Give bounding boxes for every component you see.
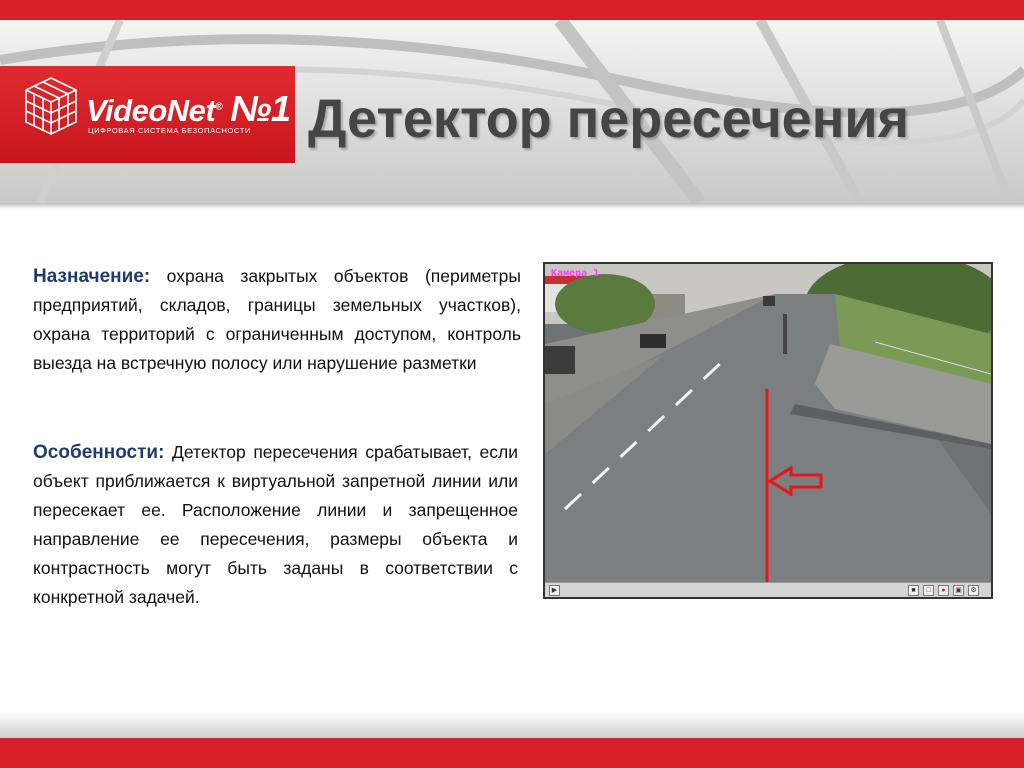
bottom-red-bar <box>0 738 1024 768</box>
stop-icon[interactable]: □ <box>923 585 934 596</box>
record-icon[interactable]: ■ <box>908 585 919 596</box>
purpose-paragraph <box>33 262 521 378</box>
logo-brand: VideoNet <box>86 93 216 128</box>
logo <box>0 66 295 163</box>
camera-label: Камера 1 <box>551 268 600 279</box>
logo-number: №1 <box>230 88 291 129</box>
crossing-line <box>545 264 991 597</box>
purpose-label: Назначение: <box>33 266 151 287</box>
logo-cube-icon <box>22 74 80 152</box>
camera-view <box>543 262 993 599</box>
logo-wordmark: VideoNet® №1 <box>86 88 291 129</box>
features-paragraph <box>33 438 518 612</box>
settings-icon[interactable]: ⚙ <box>968 585 979 596</box>
snapshot-icon[interactable]: ▣ <box>953 585 964 596</box>
alarm-icon[interactable]: ● <box>938 585 949 596</box>
features-label: Особенности: <box>33 442 165 463</box>
camera-toolbar <box>545 582 991 597</box>
top-red-bar <box>0 0 1024 20</box>
header-shadow <box>0 203 1024 209</box>
bottom-band <box>0 712 1024 738</box>
play-icon[interactable]: ▶ <box>549 585 560 596</box>
features-text: Детектор пересечения срабатывает, если объект приближается к виртуальной запретной линии или пересекает ее. Расположение линии и запрещенное направление ее пересечения, размеры объекта и контрастность могут быть заданы в соответствии с конкретной задачей. <box>33 442 518 607</box>
logo-tagline: ЦИФРОВАЯ СИСТЕМА БЕЗОПАСНОСТИ <box>88 126 251 135</box>
purpose-text: охрана закрытых объектов (периметры предприятий, складов, границы земельных участков), охрана территорий с ограниченным доступом, контроль выезда на встречную полосу или нарушение разметки <box>33 266 521 373</box>
page-title: Детектор пересечения <box>308 89 910 149</box>
